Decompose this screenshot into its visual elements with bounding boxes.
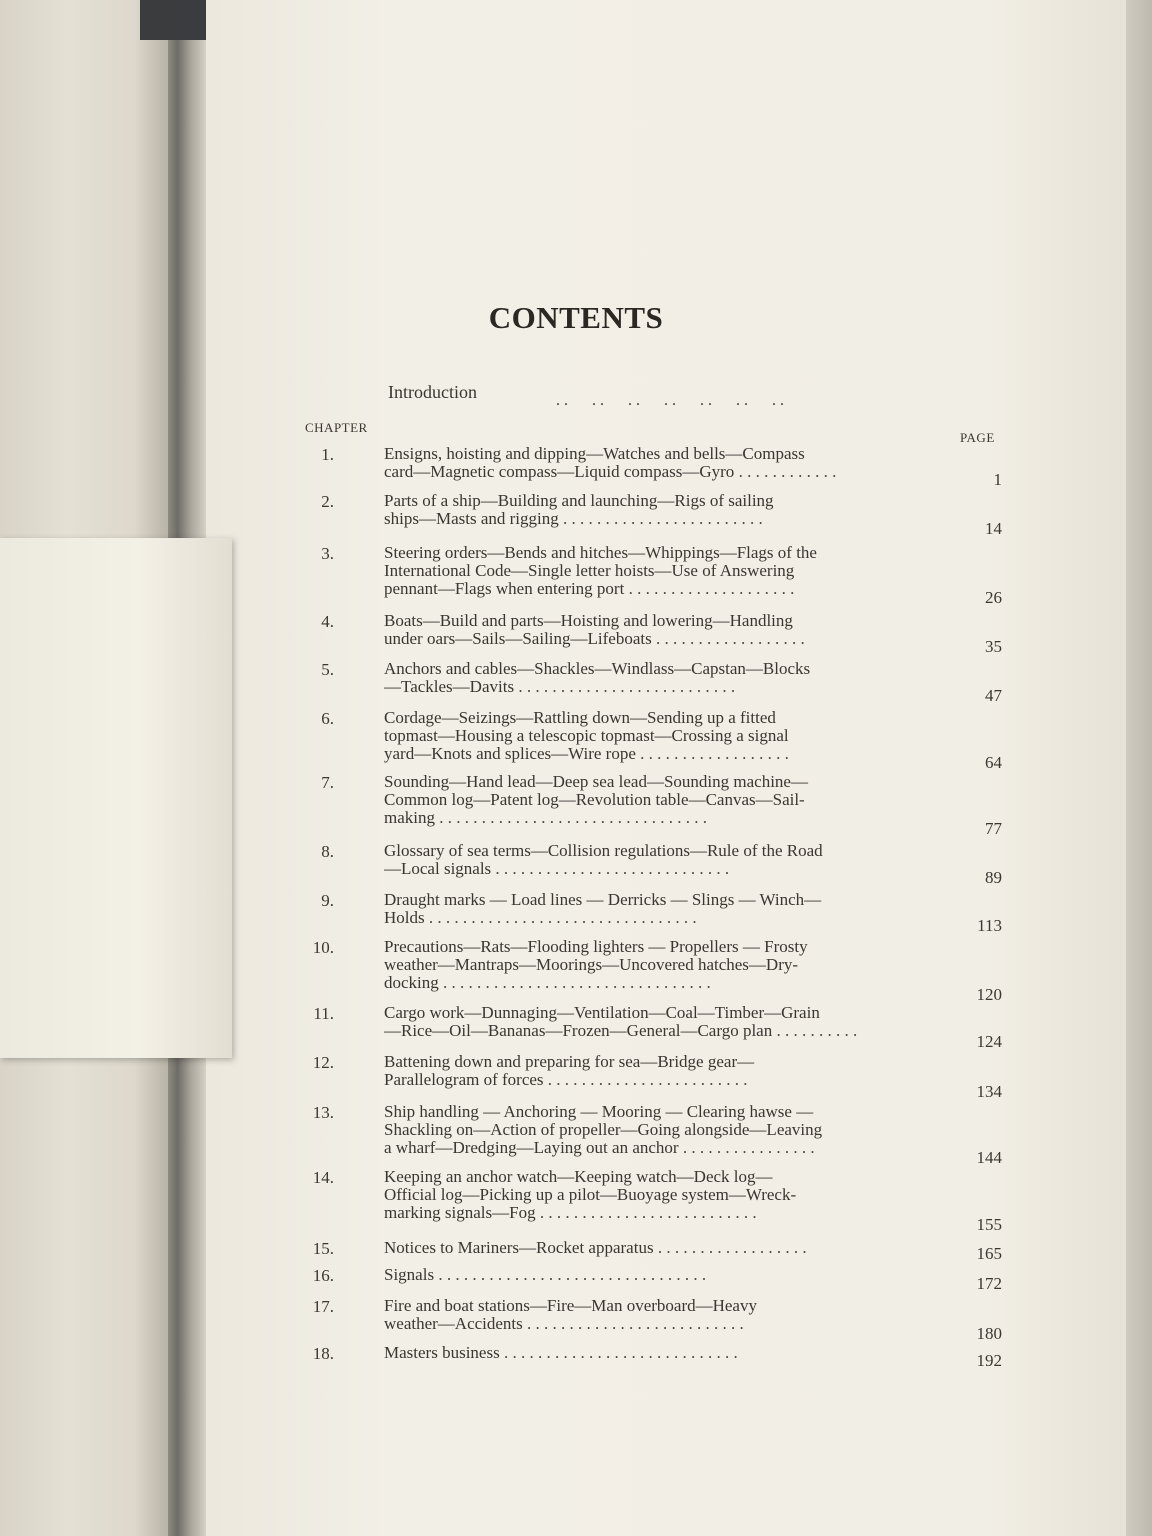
leader-dots: . . . . . . . . . . . . . . . . . . . . . . . . . . . .	[491, 860, 730, 878]
description-line: Battening down and preparing for sea—Bridge gear—	[384, 1053, 755, 1071]
chapter-description	[384, 891, 944, 927]
chapter-description	[384, 1297, 944, 1333]
description-line: weather—Accidents . . . . . . . . . . . . . . . . . . . . . . . . . .	[384, 1315, 744, 1333]
chapter-description	[384, 1103, 944, 1157]
page-edge	[1126, 0, 1152, 1536]
chapter-number: 6.	[321, 709, 334, 728]
chapter-description	[384, 492, 944, 528]
chapter-description	[384, 938, 944, 992]
page-number: 144	[976, 1148, 1002, 1167]
chapter-description	[384, 660, 944, 696]
chapter-description	[384, 612, 944, 648]
description-line: Notices to Mariners—Rocket apparatus . . . . . . . . . . . . . . . . . .	[384, 1239, 807, 1257]
page-number: 120	[976, 985, 1002, 1004]
chapter-number: 10.	[312, 938, 334, 957]
description-line: pennant—Flags when entering port . . . . . . . . . . . . . . . . . . . .	[384, 580, 795, 598]
chapter-description	[384, 1053, 944, 1089]
description-line: Keeping an anchor watch—Keeping watch—Deck log—	[384, 1168, 773, 1186]
description-line: Draught marks — Load lines — Derricks — Slings — Winch—	[384, 891, 822, 909]
description-line: —Local signals . . . . . . . . . . . . . . . . . . . . . . . . . . . .	[384, 860, 730, 878]
description-line: Official log—Picking up a pilot—Buoyage system—Wreck-	[384, 1186, 797, 1204]
description-line: Anchors and cables—Shackles—Windlass—Capstan—Blocks	[384, 660, 811, 678]
description-line: Cordage—Seizings—Rattling down—Sending up a fitted	[384, 709, 776, 727]
chapter-number: 17.	[312, 1297, 334, 1316]
page-number: 180	[976, 1324, 1002, 1343]
description-line: a wharf—Dredging—Laying out an anchor . . . . . . . . . . . . . . . .	[384, 1139, 815, 1157]
chapter-number: 18.	[312, 1344, 334, 1363]
leader-dots: . . . . . . . . . . . . . . . . . . . .	[624, 580, 795, 598]
leader-dots: . . . . . . . . . . . . . . . . . . . . . . . . . . . . . . . .	[438, 974, 711, 992]
description-line: Fire and boat stations—Fire—Man overboard—Heavy	[384, 1297, 757, 1315]
page-number: 47	[985, 686, 1002, 705]
description-line: Precautions—Rats—Flooding lighters — Propellers — Frosty	[384, 938, 808, 956]
description-line: Common log—Patent log—Revolution table—Canvas—Sail-	[384, 791, 805, 809]
chapter-number: 3.	[321, 544, 334, 563]
page-number: 124	[976, 1032, 1002, 1051]
description-line: docking . . . . . . . . . . . . . . . . . . . . . . . . . . . . . . . .	[384, 974, 711, 992]
leader-dots: . . . . . . . . . . . . . . . . . . . . . . . . . .	[522, 1315, 744, 1333]
leader-dots: . . . . . . . . . . . . . . . . . . . . . . . . . . . . . . . .	[434, 1266, 707, 1284]
chapter-description	[384, 445, 944, 481]
chapter-number: 8.	[321, 842, 334, 861]
description-line: Cargo work—Dunnaging—Ventilation—Coal—Timber—Grain	[384, 1004, 820, 1022]
leader-dots: . . . . . . . . . .	[772, 1022, 858, 1040]
description-line: Shackling on—Action of propeller—Going alongside—Leaving	[384, 1121, 823, 1139]
chapter-number: 11.	[313, 1004, 334, 1023]
description-line: Ensigns, hoisting and dipping—Watches and bells—Compass	[384, 445, 805, 463]
chapter-number: 14.	[312, 1168, 334, 1187]
chapter-number: 2.	[321, 492, 334, 511]
chapter-description	[384, 709, 944, 763]
page-number: 155	[976, 1215, 1002, 1234]
page-number: 26	[985, 588, 1002, 607]
chapter-column-label: CHAPTER	[305, 420, 368, 435]
page-number: 165	[976, 1244, 1002, 1263]
page-number: 172	[976, 1274, 1002, 1293]
leader-dots: . . . . . . . . . . . . . . . . . . . . . . . . . . . . . . . .	[435, 809, 707, 827]
description-line: Boats—Build and parts—Hoisting and lowering—Handling	[384, 612, 793, 630]
page-number: 89	[985, 868, 1002, 887]
leader-dots: . . . . . . . . . . . . . . . . . .	[653, 1239, 807, 1257]
description-line: Glossary of sea terms—Collision regulations—Rule of the Road	[384, 842, 823, 860]
description-line: —Rice—Oil—Bananas—Frozen—General—Cargo plan . . . . . . . . . .	[384, 1022, 858, 1040]
description-line: International Code—Single letter hoists—Use of Answering	[384, 562, 795, 580]
chapter-number: 12.	[312, 1053, 334, 1072]
chapter-number: 16.	[312, 1266, 334, 1285]
page-column-label: PAGE	[960, 430, 995, 445]
description-line: card—Magnetic compass—Liquid compass—Gyro . . . . . . . . . . . .	[384, 463, 837, 481]
page-number: 35	[985, 637, 1002, 656]
chapter-number: 5.	[321, 660, 334, 679]
chapter-number: 1.	[321, 445, 334, 464]
page-title: CONTENTS	[488, 300, 664, 335]
description-line: Sounding—Hand lead—Deep sea lead—Sounding machine—	[384, 773, 808, 791]
description-line: weather—Mantraps—Moorings—Uncovered hatches—Dry-	[384, 956, 799, 974]
description-line: yard—Knots and splices—Wire rope . . . . . . . . . . . . . . . . . .	[384, 745, 789, 763]
leader-dots: . . . . . . . . . . . . . . . . . . . . . . . . . .	[514, 678, 736, 696]
description-line: Signals . . . . . . . . . . . . . . . . . . . . . . . . . . . . . . . .	[384, 1266, 707, 1284]
leader-dots: . . . . . . . . . . . . . . . . . . . . . . . .	[558, 510, 763, 528]
leader-dots: . . . . . . . . . . . .	[734, 463, 837, 481]
chapter-description	[384, 773, 944, 827]
chapter-number: 4.	[321, 612, 334, 631]
leader-dots: . . . . . . . . . . . . . .	[556, 392, 784, 409]
chapter-description	[384, 544, 944, 598]
description-line: making . . . . . . . . . . . . . . . . . . . . . . . . . . . . . . . .	[384, 809, 707, 827]
leader-dots: . . . . . . . . . . . . . . . . . . . . . . . . . .	[535, 1204, 757, 1222]
description-line: Parallelogram of forces . . . . . . . . . . . . . . . . . . . . . . . .	[384, 1071, 748, 1089]
chapter-number: 13.	[312, 1103, 334, 1122]
leader-dots: . . . . . . . . . . . . . . . .	[678, 1139, 815, 1157]
page-number: 64	[985, 753, 1002, 772]
description-line: under oars—Sails—Sailing—Lifeboats . . . . . . . . . . . . . . . . . .	[384, 630, 805, 648]
page-number: 134	[976, 1082, 1002, 1101]
introduction-label: Introduction	[388, 382, 477, 402]
description-line: Steering orders—Bends and hitches—Whippings—Flags of the	[384, 544, 817, 562]
paper-bookmark-strip	[0, 538, 232, 1058]
chapter-number: 9.	[321, 891, 334, 910]
page-number: 1	[993, 470, 1002, 489]
page-number: 113	[977, 916, 1002, 935]
chapter-description	[384, 1266, 944, 1284]
chapter-description	[384, 1344, 944, 1362]
leader-dots: . . . . . . . . . . . . . . . . . . . . . . . .	[543, 1071, 748, 1089]
page-number: 77	[985, 819, 1002, 838]
leader-dots: . . . . . . . . . . . . . . . . . .	[635, 745, 789, 763]
page-number: 192	[976, 1351, 1002, 1370]
chapter-number: 15.	[312, 1239, 334, 1258]
description-line: marking signals—Fog . . . . . . . . . . . . . . . . . . . . . . . . . .	[384, 1204, 757, 1222]
chapter-number: 7.	[321, 773, 334, 792]
page-number: 14	[985, 519, 1002, 538]
chapter-description	[384, 842, 944, 878]
leader-dots: . . . . . . . . . . . . . . . . . . . . . . . . . . . .	[499, 1344, 738, 1362]
chapter-description	[384, 1239, 944, 1257]
description-line: ships—Masts and rigging . . . . . . . . . . . . . . . . . . . . . . . .	[384, 510, 763, 528]
description-line: Parts of a ship—Building and launching—Rigs of sailing	[384, 492, 774, 510]
description-line: topmast—Housing a telescopic topmast—Crossing a signal	[384, 727, 789, 745]
chapter-description	[384, 1168, 944, 1222]
leader-dots: . . . . . . . . . . . . . . . . . . . . . . . . . . . . . . . .	[424, 909, 697, 927]
description-line: Masters business . . . . . . . . . . . . . . . . . . . . . . . . . . . .	[384, 1344, 738, 1362]
chapter-description	[384, 1004, 944, 1040]
description-line: Holds . . . . . . . . . . . . . . . . . . . . . . . . . . . . . . . .	[384, 909, 697, 927]
description-line: Ship handling — Anchoring — Mooring — Clearing hawse —	[384, 1103, 814, 1121]
description-line: —Tackles—Davits . . . . . . . . . . . . . . . . . . . . . . . . . .	[384, 678, 736, 696]
leader-dots: . . . . . . . . . . . . . . . . . .	[651, 630, 805, 648]
